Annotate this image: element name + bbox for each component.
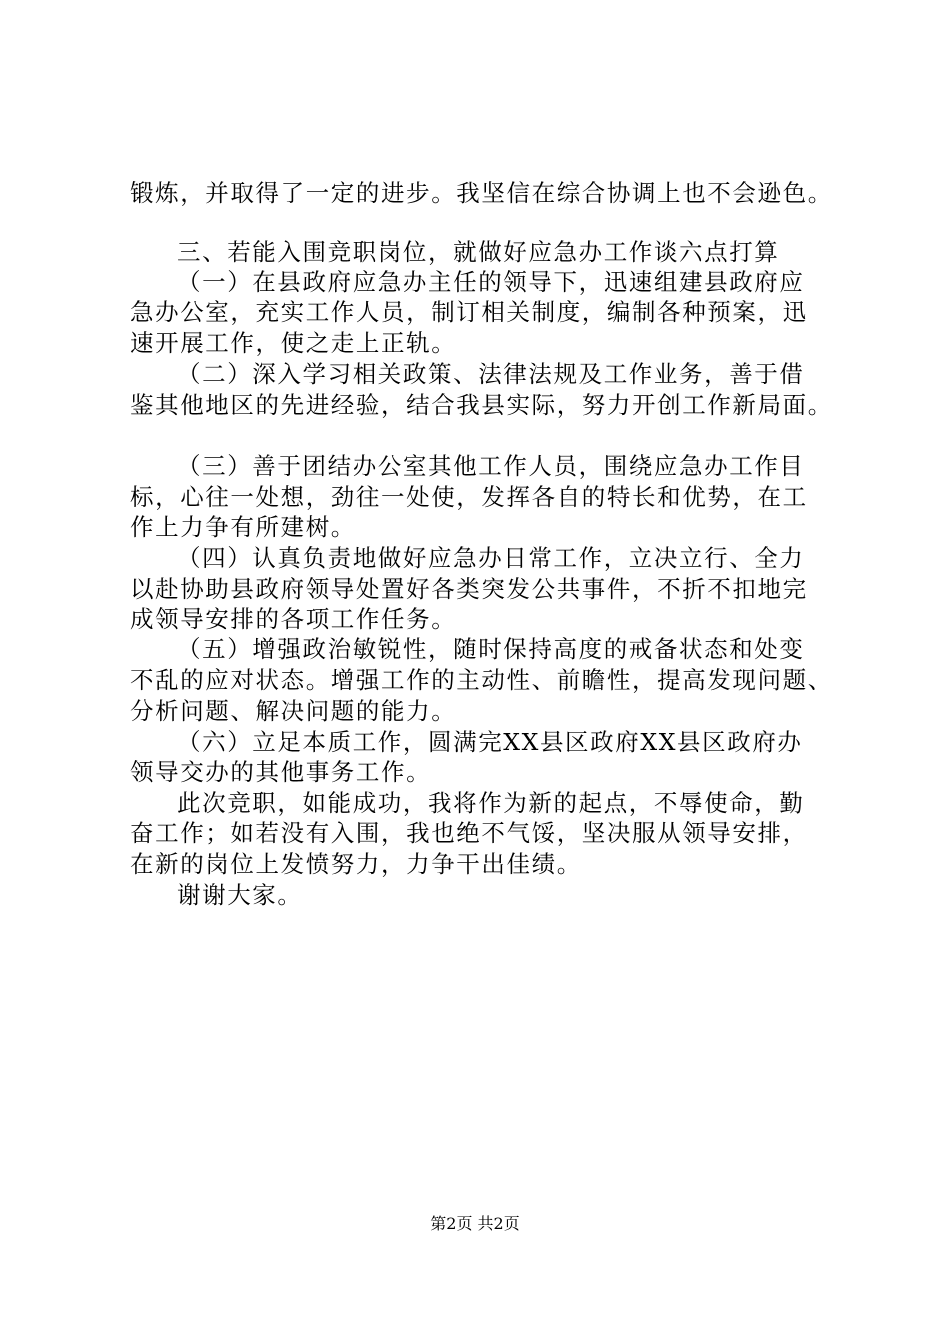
text-line: （二）深入学习相关政策、法律法规及工作业务，善于借 [177, 360, 805, 388]
text-line: 标，心往一处想，劲往一处使，发挥各自的特长和优势，在工 [130, 483, 808, 511]
text-line: 成领导安排的各项工作任务。 [130, 605, 457, 633]
text-line: 鉴其他地区的先进经验，结合我县实际，努力开创工作新局面。 [130, 391, 833, 419]
text-line: 领导交办的其他事务工作。 [130, 758, 432, 786]
text-line: （一）在县政府应急办主任的领导下，迅速组建县政府应 [177, 268, 805, 296]
text-line: 急办公室，充实工作人员，制订相关制度，编制各种预案，迅 [130, 298, 808, 326]
text-line: 不乱的应对状态。增强工作的主动性、前瞻性，提高发现问题、 [130, 666, 833, 694]
text-line: 锻炼，并取得了一定的进步。我坚信在综合协调上也不会逊色。 [130, 179, 833, 207]
text-line: 奋工作；如若没有入围，我也绝不气馁，坚决服从领导安排， [130, 819, 808, 847]
text-line: 谢谢大家。 [177, 881, 303, 909]
text-line: （四）认真负责地做好应急办日常工作，立决立行、全力 [177, 544, 805, 572]
text-line: 作上力争有所建树。 [130, 513, 356, 541]
text-line: （五）增强政治敏锐性，随时保持高度的戒备状态和处变 [177, 635, 805, 663]
text-line: 以赴协助县政府领导处置好各类突发公共事件，不折不扣地完 [130, 575, 808, 603]
section-heading: 三、若能入围竞职岗位，就做好应急办工作谈六点打算 [177, 238, 780, 266]
text-line: 在新的岗位上发愤努力，力争干出佳绩。 [130, 850, 582, 878]
text-line: 速开展工作，使之走上正轨。 [130, 329, 457, 357]
text-line: （三）善于团结办公室其他工作人员，围绕应急办工作目 [177, 452, 805, 480]
text-line: 分析问题、解决问题的能力。 [130, 697, 457, 725]
text-line: （六）立足本质工作，圆满完XX县区政府XX县区政府办 [177, 728, 803, 756]
page-number-footer: 第2页 共2页 [430, 1214, 520, 1233]
text-line: 此次竞职，如能成功，我将作为新的起点，不辱使命，勤 [177, 789, 805, 817]
